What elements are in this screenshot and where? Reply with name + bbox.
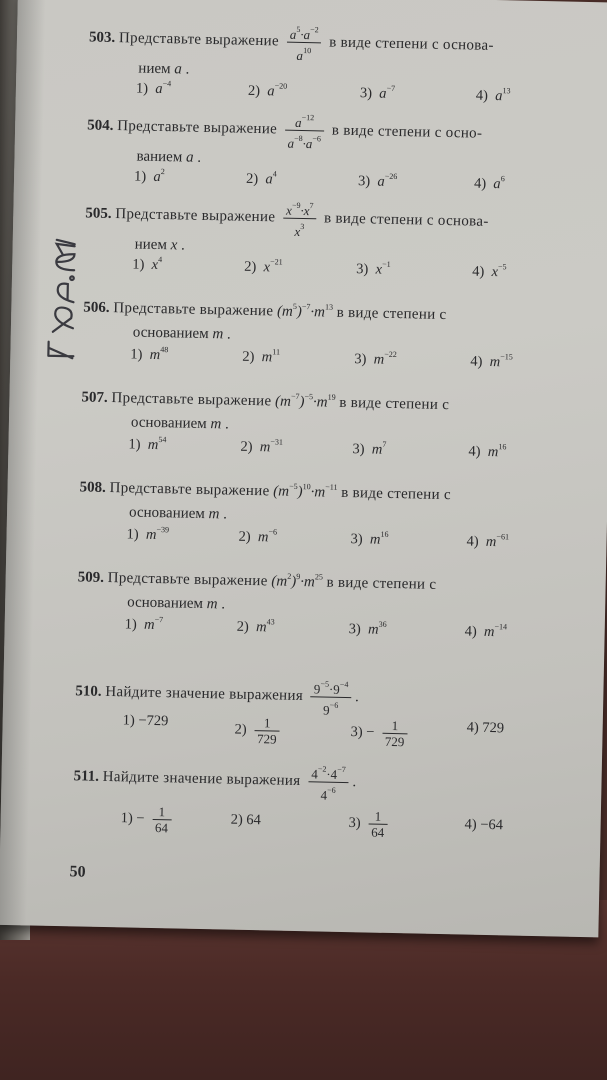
problem-number: 510. xyxy=(75,683,102,700)
problem-number: 509. xyxy=(77,569,105,586)
problem-statement-continuation: нием a . xyxy=(138,60,190,78)
option-4: 4) $m^{-14}$ xyxy=(464,622,508,641)
problem-number: 504. xyxy=(87,117,114,134)
expression: $\frac{4^{-2}\cdot 4^{-7}}{4^{-6}}$ xyxy=(308,761,349,803)
expression: $(m^{-5})^{10}\cdot m^{-11}$ xyxy=(273,481,338,501)
problem-statement-continuation: основанием m . xyxy=(130,414,230,433)
problem-number: 508. xyxy=(79,479,107,496)
problem-list xyxy=(18,0,607,641)
problem-511: 511. Найдите значение выражения $\frac{4^{-2}\cdot 4^{-7}}{4^{-6}}$ . 1) − $\frac{1}{64}$ 2) 64 3) $\frac{1}{64}$ 4) −64 xyxy=(74,748,594,759)
option-3: 3) $m^{36}$ xyxy=(348,619,387,638)
problem-number: 507. xyxy=(81,389,108,406)
option-2: 2) $a^{-20}$ xyxy=(247,81,288,100)
option-2: 2) $m^{-31}$ xyxy=(240,437,284,456)
problem-508 xyxy=(79,465,600,551)
problem-statement-tail: в виде степени с xyxy=(340,484,452,504)
problem-statement-tail: в виде степени с основа- xyxy=(323,210,489,230)
expression: $\frac{9^{-5}\cdot 9^{-4}}{9^{-6}}$ xyxy=(310,676,351,718)
option-3: 3) $m^7$ xyxy=(352,439,387,458)
problem-number: 511. xyxy=(73,768,100,785)
problem-statement: Представьте выражение xyxy=(115,206,276,226)
option-3: 3) $m^{-22}$ xyxy=(354,349,397,368)
problem-510: 510. Найдите значение выражения $\frac{9^{-5}\cdot 9^{-4}}{9^{-6}}$ . 1) −729 2) $\frac{1}{729}$ 3) − $\frac{1}{729}$ 4) 729 xyxy=(76,663,596,674)
option-4: 4) $m^{-15}$ xyxy=(470,352,513,371)
option-3: 3) $\frac{1}{64}$ xyxy=(348,808,391,840)
expression: $\frac{x^{-9}\cdot x^7}{x^3}$ xyxy=(283,198,317,240)
problem-statement: Представьте выражение xyxy=(109,480,270,500)
option-1: 1) $m^{-7}$ xyxy=(124,615,164,633)
option-2: 2) 64 xyxy=(230,811,262,829)
option-3: 3) $m^{16}$ xyxy=(350,529,389,548)
option-2: 2) $\frac{1}{729}$ xyxy=(234,715,284,747)
option-4: 4) −64 xyxy=(464,816,504,834)
option-1: 1) $x^4$ xyxy=(132,254,163,273)
option-2: 2) $m^{11}$ xyxy=(242,347,281,366)
option-1: 1) − $\frac{1}{64}$ xyxy=(120,803,175,835)
option-1: 1) $a^2$ xyxy=(133,167,165,186)
handwritten-note xyxy=(28,195,92,366)
expression: $(m^{-7})^{-5}\cdot m^{19}$ xyxy=(274,391,336,411)
problem-statement-tail: в виде степени с xyxy=(336,304,447,324)
problem-statement-tail: в виде степени с xyxy=(339,394,450,414)
option-3: 3) − $\frac{1}{729}$ xyxy=(350,717,412,749)
option-2: 2) $a^4$ xyxy=(245,169,277,188)
problem-507 xyxy=(81,375,602,461)
expression: $\frac{a^{-12}}{a^{-8}\cdot a^{-6}}$ xyxy=(284,110,324,152)
option-1: 1) −729 xyxy=(122,712,169,730)
option-3: 3) $a^{-7}$ xyxy=(359,83,396,102)
problem-number: 505. xyxy=(85,205,112,222)
problem-statement: Представьте выражение xyxy=(113,300,274,320)
option-4: 4) $a^6$ xyxy=(473,174,505,193)
problem-statement-continuation: основанием m . xyxy=(132,324,231,343)
option-2: 2) $m^{-6}$ xyxy=(238,527,278,546)
problem-statement-tail: в виде степени с xyxy=(326,574,437,593)
problem-statement-tail: в виде степени с основа- xyxy=(329,34,494,54)
option-3: 3) $x^{-1}$ xyxy=(356,259,391,278)
problem-statement: Представьте выражение xyxy=(118,30,280,50)
problem-505 xyxy=(85,187,606,281)
option-1: 1) $m^{54}$ xyxy=(128,435,167,454)
option-1: 1) $m^{-39}$ xyxy=(126,525,170,544)
option-4: 4) $x^{-5}$ xyxy=(472,262,507,281)
option-2: 2) $m^{43}$ xyxy=(236,617,275,636)
option-3: 3) $a^{-26}$ xyxy=(357,171,398,190)
problem-statement-continuation: основанием m . xyxy=(128,504,228,523)
problem-statement-continuation: нием x . xyxy=(134,236,185,254)
option-4: 4) $a^{13}$ xyxy=(475,86,511,105)
option-4: 4) $m^{-61}$ xyxy=(466,532,510,551)
problem-number: 503. xyxy=(88,29,116,46)
problem-statement-tail: в виде степени с осно- xyxy=(331,122,483,142)
problem-statement: Представьте выражение xyxy=(117,118,278,138)
problem-506 xyxy=(83,285,604,371)
problem-509 xyxy=(77,555,598,641)
expression: $(m^5)^{-7}\cdot m^{13}$ xyxy=(276,301,334,321)
problem-number: 506. xyxy=(83,299,110,316)
problem-statement-continuation: ванием a . xyxy=(136,148,202,166)
problem-statement: Найдите значение выражения xyxy=(105,683,304,705)
option-1: 1) $a^{-4}$ xyxy=(135,79,172,98)
page-number: 50 xyxy=(69,863,86,881)
expression: $\frac{a^5\cdot a^{-2}}{a^{10}}$ xyxy=(286,22,322,64)
problem-statement: Представьте выражение xyxy=(107,570,268,590)
option-2: 2) $x^{-21}$ xyxy=(244,257,283,276)
problem-statement: Представьте выражение xyxy=(111,390,272,410)
problem-statement: Найдите значение выражения xyxy=(102,768,301,790)
option-4: 4) 729 xyxy=(466,719,505,737)
problem-statement-continuation: основанием m . xyxy=(127,594,226,613)
option-4: 4) $m^{16}$ xyxy=(468,442,507,461)
problem-504 xyxy=(87,99,607,193)
option-1: 1) $m^{48}$ xyxy=(130,345,169,364)
expression: $(m^2)^9\cdot m^{25}$ xyxy=(271,571,323,591)
problem-503 xyxy=(88,12,607,105)
